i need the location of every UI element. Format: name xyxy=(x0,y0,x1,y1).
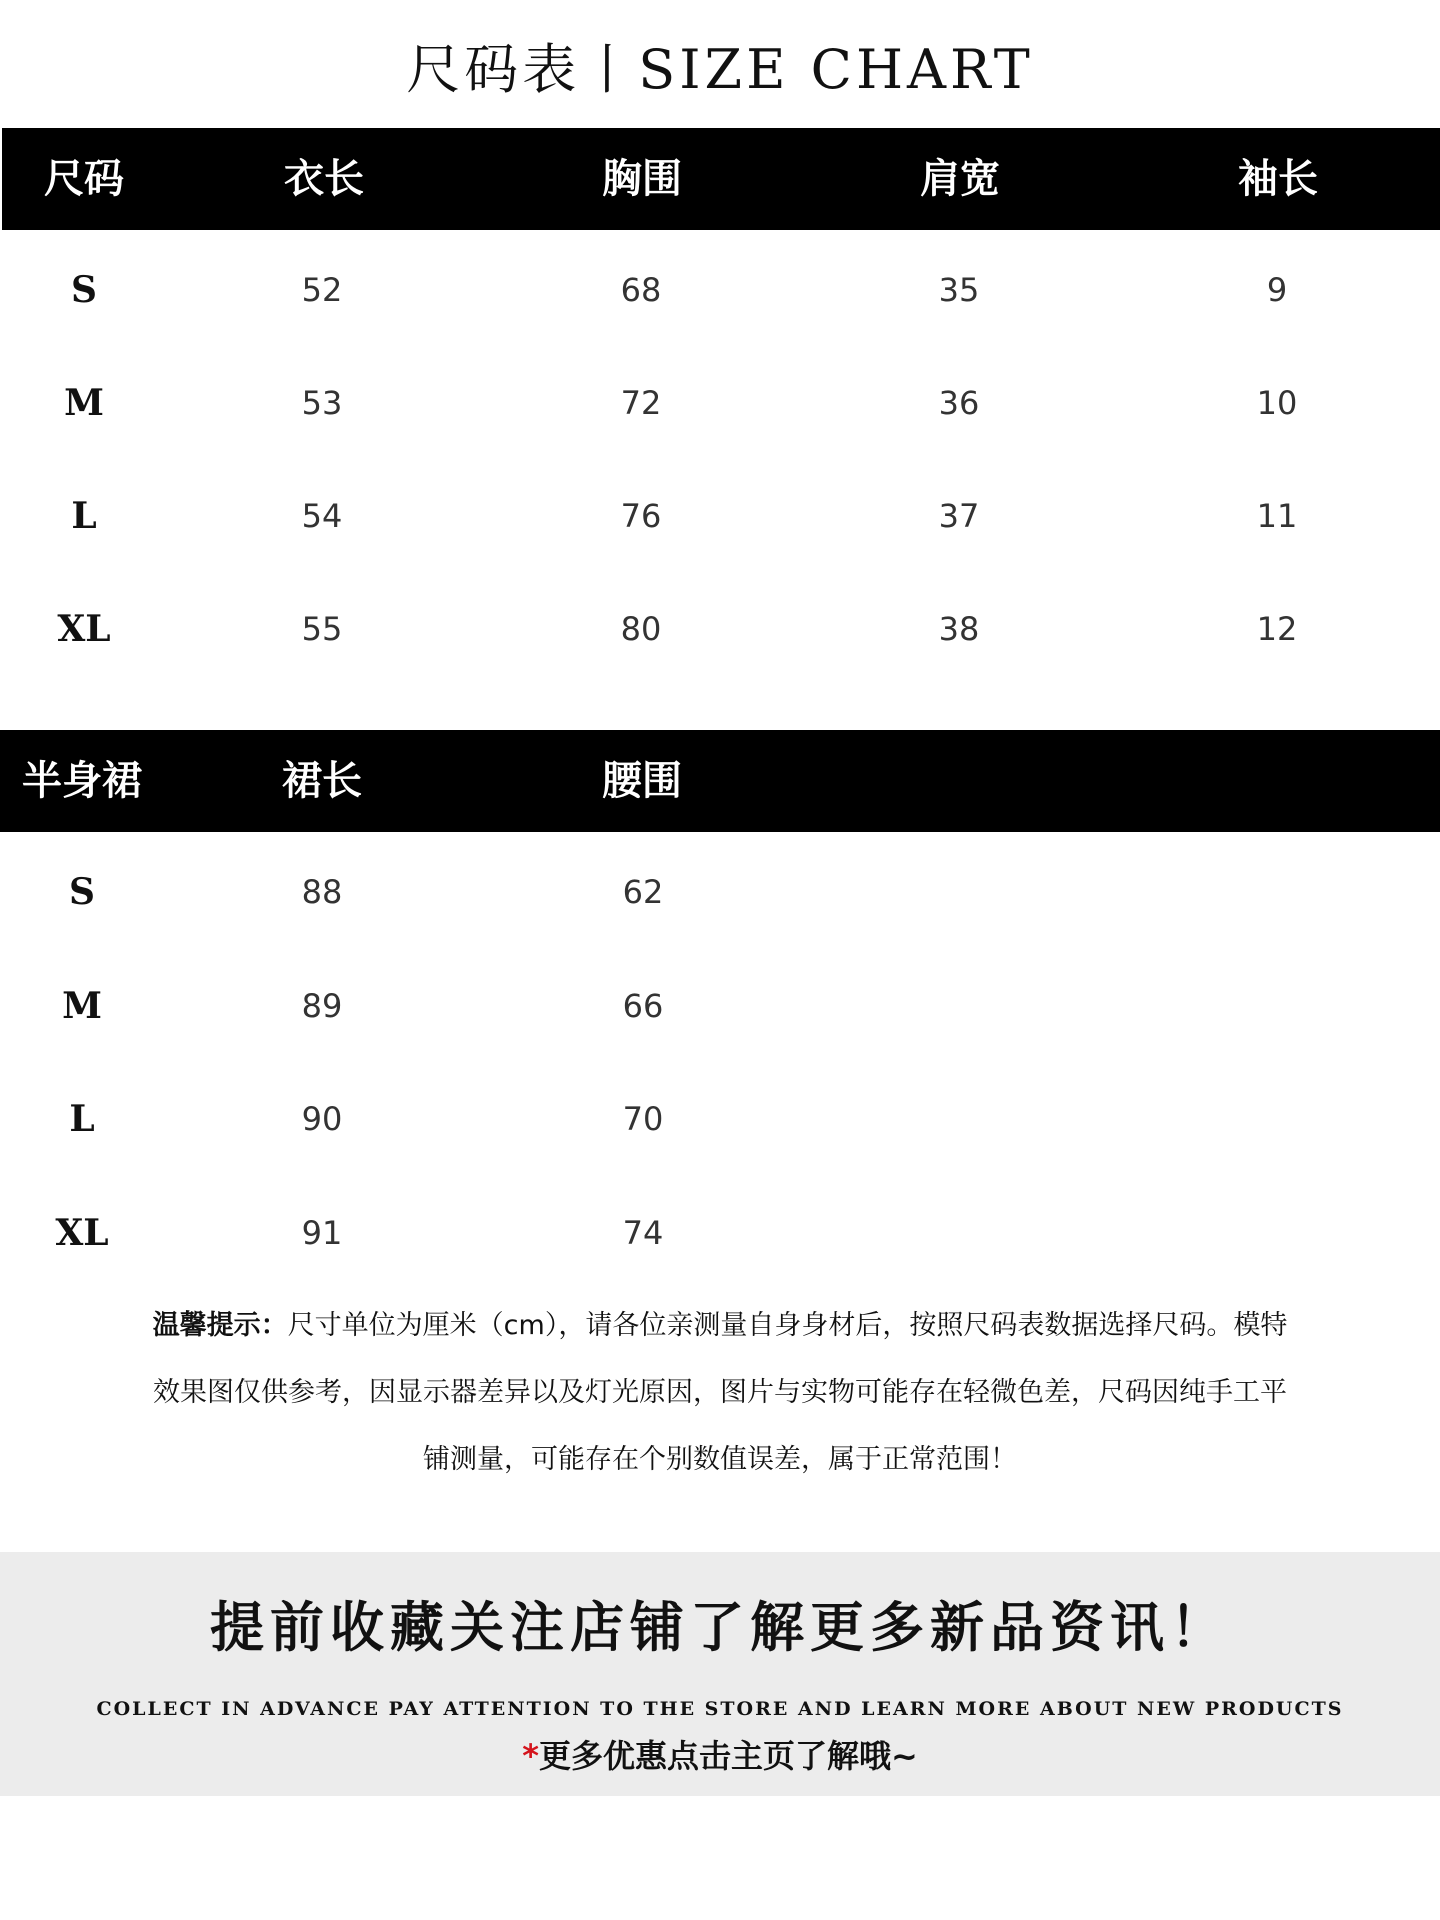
sleeve-cell: 12 xyxy=(1256,610,1298,648)
table-row xyxy=(0,599,1440,659)
length-cell: 55 xyxy=(301,610,343,648)
sleeve-cell: 10 xyxy=(1256,384,1298,422)
size-cell: S xyxy=(69,871,95,913)
size-cell: M xyxy=(62,985,102,1027)
skirt-length-cell: 90 xyxy=(301,1100,343,1138)
header-size: 尺码 xyxy=(44,155,124,202)
homepage-link[interactable] xyxy=(0,1734,1440,1778)
page-title: 尺码表丨SIZE CHART xyxy=(406,38,1034,101)
waist-cell: 62 xyxy=(622,873,664,911)
shoulder-cell: 35 xyxy=(938,271,980,309)
header-skirt-length: 裙长 xyxy=(282,757,362,804)
size-cell: XL xyxy=(55,1212,109,1254)
header-waist: 腰围 xyxy=(602,757,682,804)
shoulder-cell: 37 xyxy=(938,497,980,535)
promo-subtitle: COLLECT IN ADVANCE PAY ATTENTION TO THE STORE AND LEARN MORE ABOUT NEW PRODUCTS xyxy=(96,1698,1344,1720)
header-length: 衣长 xyxy=(284,155,364,202)
header-shoulder: 肩宽 xyxy=(920,155,1000,202)
table-row xyxy=(0,1203,1440,1263)
asterisk-marker: * xyxy=(522,1737,539,1775)
table-row xyxy=(0,373,1440,433)
chest-cell: 76 xyxy=(620,497,662,535)
length-cell: 53 xyxy=(301,384,343,422)
chest-cell: 68 xyxy=(620,271,662,309)
size-cell: L xyxy=(71,495,97,537)
promo-banner xyxy=(0,1552,1440,1796)
skirt-length-cell: 88 xyxy=(301,873,343,911)
note-label: 温馨提示： xyxy=(152,1310,288,1341)
waist-cell: 70 xyxy=(622,1100,664,1138)
skirt-table-header xyxy=(0,730,1440,832)
length-cell: 54 xyxy=(301,497,343,535)
shoulder-cell: 38 xyxy=(938,610,980,648)
skirt-length-cell: 91 xyxy=(301,1214,343,1252)
size-table-header xyxy=(2,128,1440,230)
table-row xyxy=(0,1089,1440,1149)
size-cell: M xyxy=(64,382,104,424)
header-sleeve: 袖长 xyxy=(1238,155,1318,202)
skirt-length-cell: 89 xyxy=(301,987,343,1025)
table-row xyxy=(0,976,1440,1036)
chest-cell: 72 xyxy=(620,384,662,422)
sleeve-cell: 11 xyxy=(1256,497,1298,535)
shoulder-cell: 36 xyxy=(938,384,980,422)
size-cell: S xyxy=(71,269,97,311)
note-text: 尺寸单位为厘米（cm），请各位亲测量自身身材后，按照尺码表数据选择尺码。模特效果图仅供参考，因显示器差异以及灯光原因，图片与实物可能存在轻微色差，尺码因纯手工平铺测量，可能存在个别数值误差，属于正常范围！ xyxy=(153,1310,1288,1475)
waist-cell: 66 xyxy=(622,987,664,1025)
size-cell: XL xyxy=(57,608,111,650)
promo-title: 提前收藏关注店铺了解更多新品资讯！ xyxy=(210,1595,1230,1659)
header-chest: 胸围 xyxy=(602,155,682,202)
size-note xyxy=(150,1292,1290,1493)
header-skirt: 半身裙 xyxy=(22,757,142,804)
chest-cell: 80 xyxy=(620,610,662,648)
length-cell: 52 xyxy=(301,271,343,309)
table-row xyxy=(0,486,1440,546)
homepage-link-text: 更多优惠点击主页了解哦~ xyxy=(538,1737,918,1775)
size-cell: L xyxy=(69,1098,95,1140)
table-row xyxy=(0,862,1440,922)
sleeve-cell: 9 xyxy=(1266,271,1288,309)
waist-cell: 74 xyxy=(622,1214,664,1252)
table-row xyxy=(0,260,1440,320)
